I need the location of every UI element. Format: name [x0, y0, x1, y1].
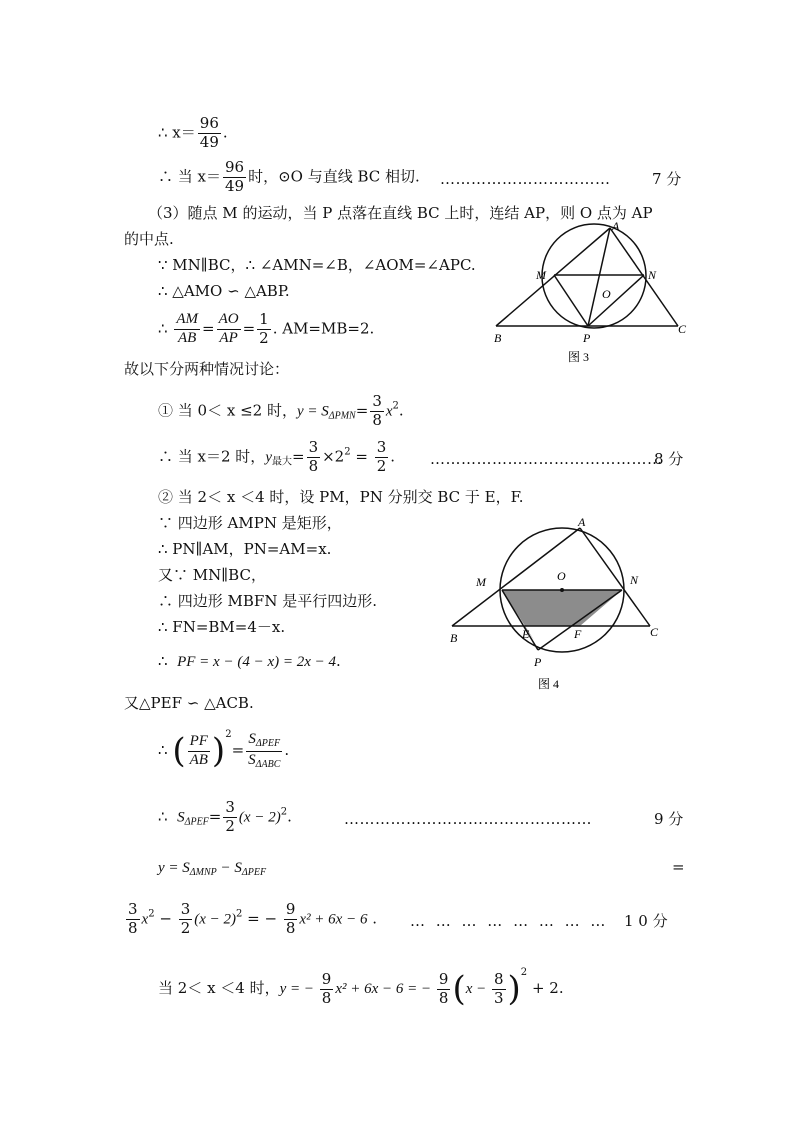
line-6: ∴ △AMO ∽ △ABP. — [158, 282, 290, 300]
fig4-label-n: N — [630, 573, 639, 587]
dots-leader: …………………………… — [440, 170, 611, 188]
fig3-line-ac — [610, 228, 678, 326]
fig4-label-e: E — [522, 627, 530, 641]
line-21: $y = S_{\Delta MNP} - S_{\Delta PEF}$ — [158, 860, 267, 878]
line-11: ② 当 2＜ x ＜4 时，设 PM，PN 分别交 BC 于 E，F. — [158, 488, 524, 506]
fig4-label-o: O — [557, 569, 566, 583]
fraction: $\frac{3}{8}$ — [128, 900, 138, 937]
line-17: ∴ PF = x − (4 − x) = 2x − 4. — [158, 652, 341, 670]
fraction: $\frac{1}{2}$ — [259, 310, 269, 347]
dots-leader: ………………………………………… — [344, 810, 592, 828]
line-18: 又△PEF ∽ △ACB. — [124, 694, 254, 712]
score-8: 8 分 — [654, 450, 684, 468]
line-7: ∴ $\frac{AM}{AB}$ = $\frac{AO}{AP}$ = $\frac{1}{2}$ . AM=MB=2. — [158, 310, 375, 347]
line-20: ∴ $S_{\Delta PEF}=$ $\frac{3}{2}$ $(x - 2)^2$. — [158, 798, 292, 835]
fig3-caption: 图 3 — [568, 350, 590, 364]
fig3-label-n: N — [648, 268, 657, 282]
fig3-label-c: C — [678, 322, 687, 336]
fig3-line-mp — [554, 275, 588, 326]
fraction: $\frac{3}{8}$ — [372, 392, 382, 429]
fig4-point-o — [560, 588, 564, 592]
line-1: ∴ x＝ $\frac{96}{49}$ . — [158, 114, 228, 151]
figure-3 — [488, 218, 698, 368]
line-22: $\frac{3}{8}$ $x^2$ − $\frac{3}{2}$ $(x - 2)^2$ = − $\frac{9}{8}$ x² + 6x − 6 . — [128, 900, 378, 937]
fraction: $\frac{AO}{AP}$ — [218, 311, 239, 346]
line-5: ∵ MN∥BC，∴ ∠AMN=∠B，∠AOM=∠APC. — [158, 256, 476, 274]
fig4-label-m: M — [476, 575, 486, 589]
fig3-label-a: A — [612, 219, 620, 233]
fraction: $\frac{9}{8}$ — [438, 969, 449, 1007]
line-9: ① 当 0＜ x ≤2 时，$y = S_{\Delta PMN}=$ $\frac{3}{8}$ $x^2$. — [158, 392, 404, 429]
line-13: ∴ PN∥AM，PN=AM=x. — [158, 540, 332, 558]
score-9: 9 分 — [654, 810, 684, 828]
fraction: $\frac{3}{8}$ — [308, 438, 319, 475]
fig3-label-o: O — [602, 287, 611, 301]
line-3: （3）随点 M 的运动，当 P 点落在直线 BC 上时，连结 AP，则 O 点为 AP — [148, 204, 653, 222]
line-4: 的中点. — [124, 230, 174, 248]
score-7: 7 分 — [652, 170, 682, 188]
fig3-circle — [542, 224, 646, 328]
line-23: 当 2＜ x ＜4 时，y = − $\frac{9}{8}$ x² + 6x − 6 = − $\frac{9}{8}$ (x − $\frac{8}{3}$ )$^2$ + 2. — [158, 967, 564, 1009]
fig3-label-p: P — [583, 331, 591, 345]
fig3-line-ap — [588, 228, 610, 326]
line-8: 故以下分两种情况讨论： — [124, 360, 290, 378]
dots-leader: … … … … … … … … — [410, 912, 609, 930]
fraction: $\frac{9}{8}$ — [285, 900, 296, 937]
fraction: $\frac{96}{49}$ — [225, 158, 245, 195]
line-10: ∴ 当 x＝2 时，$y_{最大}=$ $\frac{3}{8}$ $\times 2^2$ = $\frac{3}{2}$ . — [158, 438, 396, 475]
line-2: ∴ 当 x＝ $\frac{96}{49}$ 时，⊙O 与直线 BC 相切. — [158, 158, 420, 195]
fraction: $\frac{AM}{AB}$ — [176, 311, 198, 346]
line-19: ∴ ( $\frac{PF}{AB}$ )$^2$= $\frac{S_{\Delta PEF}}{S_{\Delta ABC}}$ . — [158, 729, 290, 771]
fraction: $\frac{S_{\Delta PEF}}{S_{\Delta ABC}}$ — [248, 731, 281, 770]
fig4-label-f: F — [574, 627, 582, 641]
line-12: ∵ 四边形 AMPN 是矩形， — [158, 514, 342, 532]
fraction: $\frac{3}{2}$ — [225, 798, 235, 835]
fraction: $\frac{3}{2}$ — [376, 438, 387, 475]
fig4-label-b: B — [450, 631, 458, 645]
fraction: $\frac{9}{8}$ — [321, 969, 332, 1007]
fraction: $\frac{96}{49}$ — [199, 114, 219, 151]
line-15: ∴ 四边形 MBFN 是平行四边形. — [158, 592, 377, 610]
fig3-line-ab — [496, 228, 610, 326]
fig4-caption: 图 4 — [538, 677, 560, 691]
fraction: $\frac{PF}{AB}$ — [189, 732, 208, 768]
fig4-label-a: A — [578, 515, 586, 529]
fig4-label-c: C — [650, 625, 659, 639]
score-10: 1 0 分 — [624, 912, 668, 930]
equals-sign: = — [672, 858, 685, 876]
figure-4 — [446, 514, 676, 694]
dots-leader: ……………………………………… — [430, 450, 663, 468]
fraction: $\frac{8}{3}$ — [493, 969, 504, 1007]
fraction: $\frac{3}{2}$ — [180, 900, 191, 937]
fig3-label-m: M — [536, 268, 546, 282]
fig4-label-p: P — [534, 655, 542, 669]
fig3-label-b: B — [494, 331, 502, 345]
line-14: 又∵ MN∥BC， — [158, 566, 266, 584]
line-16: ∴ FN=BM=4－x. — [158, 618, 286, 636]
fig3-line-np — [588, 275, 644, 326]
